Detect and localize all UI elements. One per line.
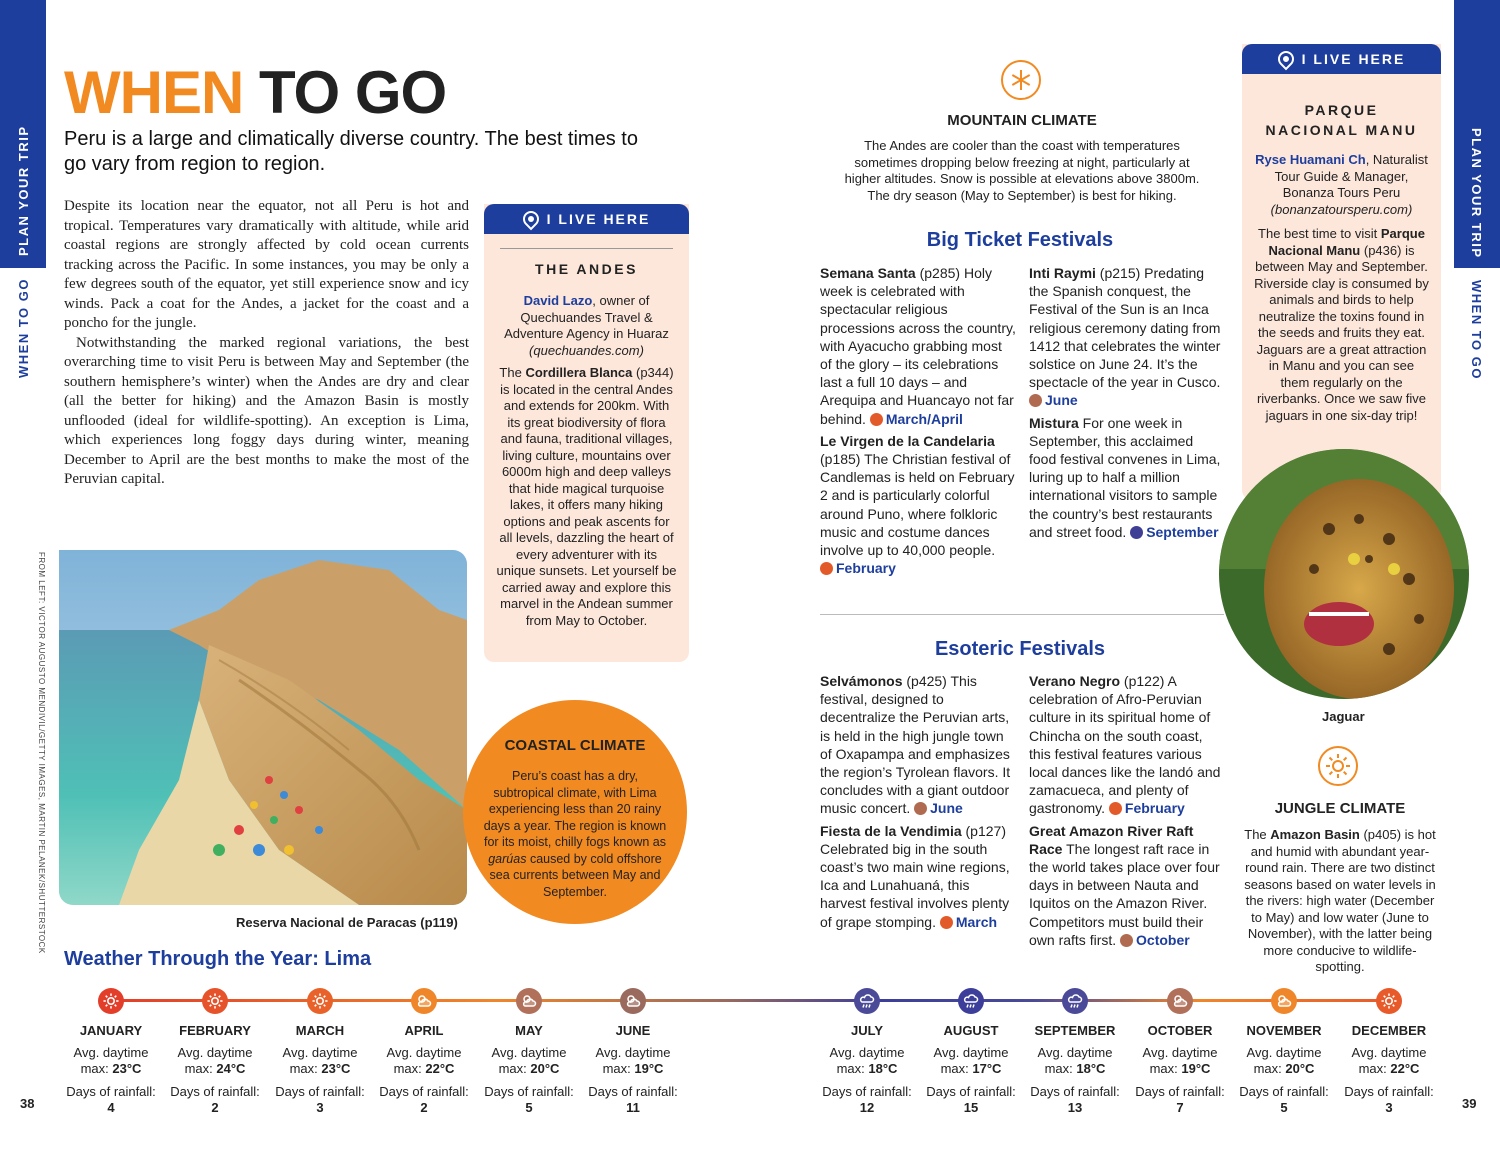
left-tab-section-label: WHEN TO GO	[16, 278, 31, 378]
esoteric-col-1	[820, 672, 1016, 935]
page-title	[64, 58, 446, 127]
month-name: JANUARY	[79, 1023, 143, 1038]
rain-label: Days of rainfall:	[822, 1084, 912, 1099]
ilh-andes-person	[498, 293, 675, 359]
rain-label: Days of rainfall:	[926, 1084, 1016, 1099]
coastal-climate-text	[481, 768, 669, 900]
max-temp: max: 23°C	[80, 1061, 142, 1076]
ilh-manu-text	[1254, 226, 1429, 424]
sun-icon	[870, 413, 883, 426]
month-name: NOVEMBER	[1246, 1023, 1322, 1038]
big-ticket-col-2	[1029, 264, 1223, 545]
right-tab-section-label: WHEN TO GO	[1469, 280, 1484, 380]
rain-days: 11	[626, 1100, 640, 1115]
ilh-andes-site[interactable]: (quechuandes.com)	[529, 342, 644, 358]
month-name: MARCH	[295, 1023, 345, 1038]
ilh-manu-site[interactable]: (bonanzatoursperu.com)	[1270, 201, 1413, 217]
paracas-photo	[59, 550, 467, 905]
rain-days: 13	[1067, 1100, 1083, 1115]
festival-desc: For one week in September, this acclaimed food festival convenes in Lima, luring up to half a million international visitors to sample the country’s best restaurants and street food.	[1029, 414, 1221, 540]
ilh-manu-person-name[interactable]: Ryse Huamani Ch	[1255, 152, 1366, 167]
festival-month	[940, 914, 997, 930]
i-live-here-andes-box	[484, 204, 689, 662]
location-pin-icon	[1274, 48, 1297, 71]
ilh-andes-person-name[interactable]: David Lazo	[523, 293, 593, 308]
partly-cloudy-icon	[516, 988, 542, 1014]
ilh-andes-pre: The	[499, 365, 526, 380]
avg-label: Avg. daytime	[933, 1045, 1009, 1060]
ilh-andes-header	[484, 204, 689, 234]
month-name: SEPTEMBER	[1034, 1023, 1116, 1038]
festival-desc: (p425) This festival, designed to decentralize the Peruvian arts, is held in the high jungle town of Oxapampa and emphasizes the region’s Tyrolean flavors. It concludes with a giant outdoor music concert.	[820, 673, 1011, 817]
big-ticket-col-1	[820, 264, 1016, 581]
ilh-manu-header-label: I LIVE HERE	[1301, 51, 1406, 67]
month-name: JULY	[850, 1023, 884, 1038]
jaguar-caption: Jaguar	[1322, 709, 1365, 724]
avg-label: Avg. daytime	[1142, 1045, 1218, 1060]
festival-vendimia	[820, 822, 1016, 931]
weather-month-november	[1229, 1023, 1339, 1116]
festival-desc: (p215) Predating the Spanish conquest, the Festival of the Sun is an Inca religious ceremony dating from 1412 that celebrates the winter solstice on June 24. It’s the spectacle of the year in Cusco.	[1029, 265, 1221, 391]
festival-desc: (p285) Holy week is celebrated with spectacular religious processions across the country, with Ayacucho grabbing most of the glory – its celebrations last a full 10 days – and Arequipa and Huancayo not far behind.	[820, 265, 1016, 427]
snowflake-icon	[1001, 60, 1041, 100]
sun-icon	[307, 988, 333, 1014]
rain-cloud-icon	[1130, 526, 1143, 539]
jaguar-photo	[1219, 449, 1469, 699]
ilh-manu-person	[1254, 152, 1429, 218]
paracas-beach-illustration	[59, 550, 467, 905]
coastal-italic: garúas	[488, 851, 527, 866]
weather-month-july	[812, 1023, 922, 1116]
intro-body	[64, 197, 469, 490]
ilh-manu-bold: Parque Nacional Manu	[1268, 226, 1425, 258]
rain-label: Days of rainfall:	[170, 1084, 260, 1099]
ilh-andes-person-role: , owner of Quechuandes Travel & Adventure Agency in Huaraz	[504, 293, 669, 341]
weather-month-september	[1020, 1023, 1130, 1116]
rain-label: Days of rainfall:	[588, 1084, 678, 1099]
rain-days: 3	[1385, 1100, 1393, 1115]
max-temp: max: 23°C	[289, 1061, 351, 1076]
festival-month	[1109, 800, 1185, 816]
jungle-climate-text	[1244, 827, 1436, 976]
intro-paragraph-2: Notwithstanding the marked regional variations, the best overarching time to visit Peru is between May and September (the southern hemisphere’s winter) when the Andes are dry and clear (all the better for hiking) and the Amazon Basin is mostly unflooded (ideal for wildlife-spotting). An exception is Lima, which experiences long foggy days during winter, meaning December to April are the best months to make the most of the Peruvian capital.	[64, 334, 469, 487]
weather-month-june	[578, 1023, 688, 1116]
festival-desc: The longest raft race in the world takes place over four days in between Nauta and Iquitos on the Amazon River. Competitors must build their own rafts first.	[1029, 840, 1220, 948]
lede: Peru is a large and climatically diverse country. The best times to go vary from region to region.	[64, 128, 638, 175]
sun-icon	[1376, 988, 1402, 1014]
ilh-andes-header-label: I LIVE HERE	[546, 211, 651, 227]
partly-cloudy-icon	[1271, 988, 1297, 1014]
festival-month-label: February	[1124, 800, 1185, 817]
rain-label: Days of rainfall:	[66, 1084, 156, 1099]
weather-timeline	[111, 999, 1391, 1002]
festival-candelaria	[820, 432, 1016, 578]
jungle-pre: The	[1244, 827, 1271, 842]
festival-verano-negro	[1029, 672, 1223, 818]
photo-credit: FROM LEFT: VICTOR AUGUSTO MENDIVIL/GETTY IMAGES, MARTIN PELANEK/SHUTTERSTOCK	[37, 552, 46, 954]
weather-month-august	[916, 1023, 1026, 1116]
festival-selvamonos	[820, 672, 1016, 818]
festival-month-label: October	[1136, 931, 1190, 948]
partly-cloudy-icon	[1120, 934, 1133, 947]
ilh-manu-body: (p436) is between May and September. Riverside clay is consumed by animals and birds to help neutralize the toxins found in the seeds and fruits they eat. Jaguars are a great attraction in Manu and you can see them regularly on the riverbanks. Once we saw five jaguars in one six-day trip!	[1254, 242, 1429, 423]
festival-month-label: February	[836, 560, 896, 577]
max-temp: max: 22°C	[393, 1061, 455, 1076]
festival-month	[1029, 392, 1078, 408]
jungle-body: (p405) is hot and humid with abundant year-round rain. There are two distinct seasons based on water levels in the rivers: high water (December to May) and low water (June to November), with the latter being more conducive to wildlife-spotting.	[1244, 827, 1436, 974]
festival-month	[870, 411, 963, 427]
rain-days: 5	[525, 1100, 533, 1115]
month-name: JUNE	[615, 1023, 651, 1038]
rain-days: 3	[316, 1100, 324, 1115]
left-tab-plan-label: PLAN YOUR TRIP	[16, 125, 31, 256]
mountain-climate-heading: MOUNTAIN CLIMATE	[947, 112, 1097, 129]
max-temp: max: 22°C	[1358, 1061, 1420, 1076]
rain-cloud-icon	[854, 988, 880, 1014]
right-tab-plan-label: PLAN YOUR TRIP	[1469, 128, 1484, 259]
festival-raft-race	[1029, 822, 1223, 949]
max-temp: max: 20°C	[1253, 1061, 1315, 1076]
avg-label: Avg. daytime	[829, 1045, 905, 1060]
weather-month-may	[474, 1023, 584, 1116]
rain-days: 2	[211, 1100, 219, 1115]
festival-month-label: March/April	[885, 410, 963, 427]
sun-icon	[820, 562, 833, 575]
ilh-andes-text	[496, 365, 677, 629]
rain-cloud-icon	[1062, 988, 1088, 1014]
avg-label: Avg. daytime	[1246, 1045, 1322, 1060]
avg-label: Avg. daytime	[386, 1045, 462, 1060]
max-temp: max: 19°C	[1149, 1061, 1211, 1076]
weather-month-january	[56, 1023, 166, 1116]
partly-cloudy-icon	[1167, 988, 1193, 1014]
avg-label: Avg. daytime	[282, 1045, 358, 1060]
festival-semana-santa	[820, 264, 1016, 428]
avg-label: Avg. daytime	[1037, 1045, 1113, 1060]
festival-desc: (p122) A celebration of Afro-Peruvian culture in its spiritual home of Chincha on the south coast, this festival features various local dances like the landó and zamacueca, and plenty of gastronomy.	[1029, 673, 1221, 817]
rain-label: Days of rainfall:	[484, 1084, 574, 1099]
avg-label: Avg. daytime	[177, 1045, 253, 1060]
festival-month-label: March	[955, 913, 998, 930]
month-name: FEBRUARY	[179, 1023, 251, 1038]
location-pin-icon	[519, 208, 542, 231]
rain-cloud-icon	[958, 988, 984, 1014]
rain-days: 12	[859, 1100, 875, 1115]
partly-cloudy-icon	[914, 802, 927, 815]
festival-name: Le Virgen de la Candelaria	[820, 432, 995, 449]
sun-icon	[98, 988, 124, 1014]
month-name: AUGUST	[943, 1023, 999, 1038]
rain-days: 2	[420, 1100, 428, 1115]
coastal-pre: Peru’s coast has a dry, subtropical climate, with Lima experiencing less than 20 rainy days a year. The region is known for its moist, chilly fogs known as	[483, 769, 667, 849]
festival-name: Fiesta de la Vendimia	[820, 822, 962, 839]
month-name: OCTOBER	[1147, 1023, 1213, 1038]
ilh-manu-pre: The best time to visit	[1258, 226, 1381, 241]
max-temp: max: 18°C	[836, 1061, 898, 1076]
ilh-manu-header	[1242, 44, 1441, 74]
jungle-climate-heading: JUNGLE CLIMATE	[1274, 800, 1406, 817]
avg-label: Avg. daytime	[595, 1045, 671, 1060]
weather-heading: Weather Through the Year: Lima	[64, 948, 372, 970]
section-divider	[820, 614, 1224, 615]
festival-month	[1130, 524, 1218, 540]
festival-month-label: June	[930, 800, 963, 817]
weather-month-march	[265, 1023, 375, 1116]
max-temp: max: 17°C	[940, 1061, 1002, 1076]
page-number-left: 38	[20, 1096, 35, 1111]
rain-days: 15	[963, 1100, 979, 1115]
title-to-go: TO GO	[258, 59, 447, 126]
coastal-climate-heading: COASTAL CLIMATE	[504, 737, 646, 754]
mountain-climate-text: The Andes are cooler than the coast with temperatures sometimes dropping below freezing at night, particularly at higher altitudes. Snow is possible at elevations above 3800m. The dry season (May to September) is best for hiking.	[844, 138, 1200, 203]
sun-icon	[940, 916, 953, 929]
intro-paragraph-1: Despite its location near the equator, not all Peru is hot and tropical. Temperatures vary dramatically with altitude, while arid coastal regions are strongly affected by cold ocean currents tracking across the Pacific. In some instances, you may be only a few degrees south of the equator, yet still experience snow and icy winds. Pack a coat for the Andes, a jacket for the coast and a poncho for the jungle.	[64, 198, 469, 331]
festival-name: Semana Santa	[820, 265, 916, 281]
festival-inti-raymi	[1029, 264, 1223, 410]
festival-name: Selvámonos	[820, 673, 903, 689]
month-name: MAY	[515, 1023, 543, 1038]
avg-label: Avg. daytime	[73, 1045, 149, 1060]
sun-icon	[1318, 746, 1358, 786]
festival-name: Inti Raymi	[1029, 265, 1096, 281]
rain-label: Days of rainfall:	[1135, 1084, 1225, 1099]
title-when: WHEN	[64, 59, 244, 126]
rain-label: Days of rainfall:	[1030, 1084, 1120, 1099]
sun-icon	[1109, 802, 1122, 815]
rain-label: Days of rainfall:	[1344, 1084, 1434, 1099]
weather-month-october	[1125, 1023, 1235, 1116]
esoteric-heading: Esoteric Festivals	[934, 638, 1106, 660]
ilh-manu-person-role: , Naturalist Tour Guide & Manager, Bonanza Tours Peru	[1274, 152, 1428, 200]
rain-label: Days of rainfall:	[1239, 1084, 1329, 1099]
festival-month	[1120, 932, 1190, 948]
festival-month-label: September	[1146, 523, 1219, 540]
page-number-right: 39	[1462, 1096, 1477, 1111]
rain-days: 7	[1176, 1100, 1184, 1115]
month-name: APRIL	[404, 1023, 444, 1038]
month-name: DECEMBER	[1351, 1023, 1427, 1038]
festival-name: Mistura	[1029, 414, 1079, 431]
festival-mistura	[1029, 414, 1223, 541]
weather-month-december	[1334, 1023, 1444, 1116]
avg-label: Avg. daytime	[1351, 1045, 1427, 1060]
paracas-caption: Reserva Nacional de Paracas (p119)	[236, 915, 458, 930]
ilh-manu-place: PARQUE NACIONAL MANU	[1265, 102, 1418, 138]
avg-label: Avg. daytime	[491, 1045, 567, 1060]
esoteric-col-2	[1029, 672, 1223, 953]
festival-desc: (p127) Celebrated big in the south coast’s two main wine regions, Ica and Lunahuaná, this harvest festival involves plenty of grape stomping.	[820, 822, 1010, 930]
max-temp: max: 24°C	[184, 1061, 246, 1076]
partly-cloudy-icon	[411, 988, 437, 1014]
partly-cloudy-icon	[620, 988, 646, 1014]
sun-icon	[202, 988, 228, 1014]
festival-month	[820, 560, 896, 576]
festival-name: Verano Negro	[1029, 673, 1121, 689]
partly-cloudy-icon	[1029, 394, 1042, 407]
festival-month-label: June	[1045, 392, 1078, 409]
coastal-post: caused by cold offshore sea currents between May and September.	[489, 851, 662, 899]
ilh-andes-divider	[500, 248, 673, 249]
festival-month	[914, 800, 963, 816]
max-temp: max: 19°C	[602, 1061, 664, 1076]
weather-month-april	[369, 1023, 479, 1116]
rain-days: 5	[1280, 1100, 1288, 1115]
festival-desc: (p185) The Christian festival of Candlemas is held on February 2 and is particularly colorful around Puno, where folkloric music and costume dances involve up to 40,000 people.	[820, 451, 1015, 559]
weather-month-february	[160, 1023, 270, 1116]
ilh-andes-bold: Cordillera Blanca	[525, 365, 633, 380]
rain-label: Days of rainfall:	[379, 1084, 469, 1099]
jaguar-illustration	[1219, 449, 1469, 699]
coastal-climate-circle	[463, 700, 687, 924]
rain-days: 4	[107, 1100, 115, 1115]
max-temp: max: 20°C	[498, 1061, 560, 1076]
ilh-andes-place: THE ANDES	[535, 261, 638, 277]
i-live-here-manu-box	[1242, 44, 1441, 500]
ilh-andes-body: (p344) is located in the central Andes and extends for 200km. With its great biodiversity of flora and fauna, traditional villages, living culture, mountains over 6000m high and deep valleys that hide magical turquoise lakes, it offers many hiking options and peak ascents for all levels, dazzling the heart of every adventurer with its unique sunsets. Let yourself be carried away and explore this marvel in the Andean summer from May to October.	[496, 365, 677, 628]
rain-label: Days of rainfall:	[275, 1084, 365, 1099]
jungle-bold: Amazon Basin	[1270, 827, 1360, 842]
max-temp: max: 18°C	[1044, 1061, 1106, 1076]
festival-name: Great Amazon River Raft Race	[1029, 822, 1194, 857]
big-ticket-heading: Big Ticket Festivals	[926, 229, 1114, 251]
